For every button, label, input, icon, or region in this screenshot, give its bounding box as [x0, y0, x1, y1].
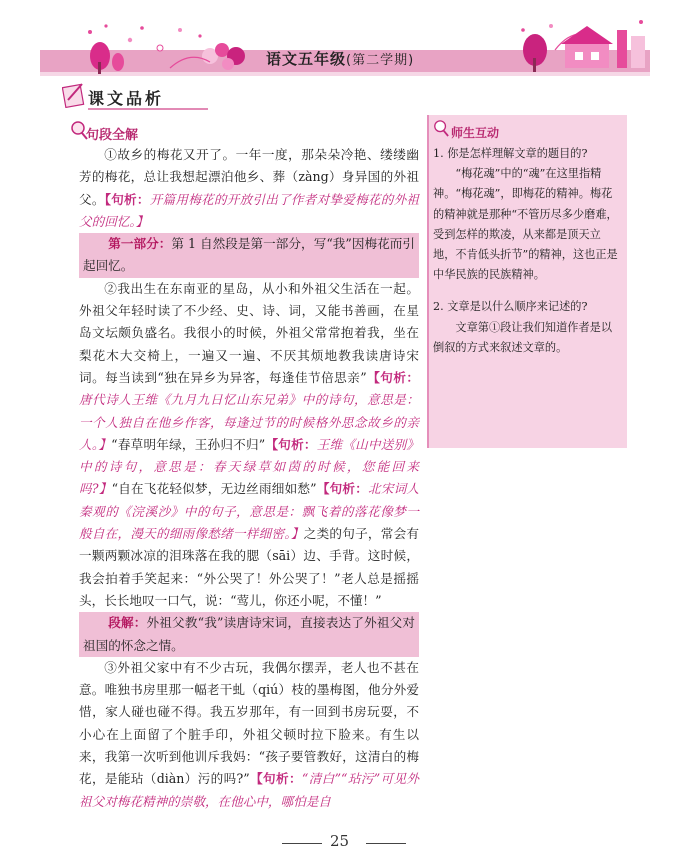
magnifier-icon — [433, 119, 449, 137]
question-1: 1. 你是怎样理解文章的题目的? — [433, 147, 588, 160]
answer-2: 文章第①段让我们知道作者是以倒叙的方式来叙述文章的。 — [433, 320, 613, 354]
section-underline — [88, 108, 208, 110]
flower-tree-left-icon — [60, 18, 260, 78]
sentence-analysis: 【句析：唐代诗人王维《九月九日忆山东兄弟》中的诗句，意思是：一个人独自在他乡作客，每逢过节的时候格外思念故乡的亲人。】 — [79, 369, 419, 452]
paragraph-2: ②我出生在东南亚的星岛，从小和外祖父生活在一起。外祖父年轻时读了不少经、史、诗、词，又能书善画，在星岛文坛颇负盛名。我很小的时候，外祖父常常抱着我，坐在梨花木大交椅上，一遍又一遍、不厌其烦地教我读唐诗宋词。每当读到“独在异乡为异客，每逢佳节倍思亲”【句析：唐代诗人王维《九月九日忆山东兄弟》中的诗句，意思是：一个人独自在他乡作客，每逢过节的时候格外思念故乡的亲人。】“春草明年绿，王孙归不归”【句析：王维《山中送别》中的诗句，意思是：春天绿草如茵的时候，您能回来吗?】“自在飞花轻似梦，无边丝雨细如愁”【句析：北宋词人秦观的《浣溪沙》中的句子，意思是：飘飞着的落花像梦一般自在，漫天的细雨像愁绪一样细密。】之类的句子，常会有一颗两颗冰凉的泪珠落在我的腮（sāi）边、手背。这时候，我会拍着手笑起来：“外公哭了！外公哭了！”老人总是摇摇头，长长地叹一口气，说：“莺儿，你还小呢，不懂！” — [79, 280, 420, 608]
answer-1: “梅花魂”中的“魂”在这里指精神。“梅花魂”，即梅花的精神。梅花的精神就是那种“不管历尽多少磨难，受到怎样的欺凌，从来都是顶天立地，不肯低头折节”的精神，这也正是中华民族的民族精神。 — [433, 167, 618, 282]
subsection-title: 句段全解 — [86, 128, 139, 143]
paragraph-summary: 段解：外祖父教“我”读唐诗宋词，直接表达了外祖父对祖国的怀念之情。 — [79, 612, 419, 657]
part-summary: 第一部分：第 1 自然段是第一部分，写“我”因梅花而引起回忆。 — [79, 233, 419, 278]
house-landscape-icon — [505, 10, 655, 76]
section-title: 课文品析 — [88, 89, 165, 108]
footer-dash-right — [366, 843, 406, 844]
page-number: 25 — [330, 832, 350, 850]
paragraph-1: ①故乡的梅花又开了。一年一度，那朵朵冷艳、缕缕幽芳的梅花，总让我想起漂泊他乡、葬（zàng）身异国的外祖父。【句析：开篇用梅花的开放引出了作者对挚爱梅花的外祖父的回忆。】 — [79, 147, 420, 229]
main-text-column — [79, 144, 419, 813]
sentence-analysis: 【句析：王维《山中送别》中的诗句，意思是：春天绿草如茵的时候，您能回来吗?】 — [79, 436, 420, 497]
question-2: 2. 文章是以什么顺序来记述的? — [433, 300, 588, 314]
pencil-notebook-icon — [62, 80, 86, 108]
sidebar-title: 师生互动 — [451, 126, 500, 140]
sentence-analysis: 【句析：“清白”“玷污”可见外祖父对梅花精神的崇敬，在他心中，哪怕是自 — [79, 771, 420, 809]
header-title: 语文五年级(第二学期) — [266, 50, 415, 68]
sentence-analysis: 【句析：开篇用梅花的开放引出了作者对挚爱梅花的外祖父的回忆。】 — [79, 191, 420, 229]
paragraph-3: ③外祖父家中有不少古玩，我偶尔摆弄，老人也不甚在意。唯独书房里那一幅老干虬（qiú）枝的墨梅图，他分外爱惜，家人碰也碰不得。我五岁那年，有一回到书房玩耍，不小心在上面留了个脏手印，外祖父顿时拉下脸来。有生以来，我第一次听到他训斥我妈：“孩子要管教好，这清白的梅花，是能玷（diàn）污的吗?”【句析：“清白”“玷污”可见外祖父对梅花精神的崇敬，在他心中，哪怕是自 — [79, 659, 420, 809]
sidebar-content — [433, 144, 619, 358]
sentence-analysis: 【句析：北宋词人秦观的《浣溪沙》中的句子，意思是：飘飞着的落花像梦一般自在，漫天的细雨像愁绪一样细密。】 — [79, 481, 420, 542]
footer-dash-left — [282, 843, 322, 844]
